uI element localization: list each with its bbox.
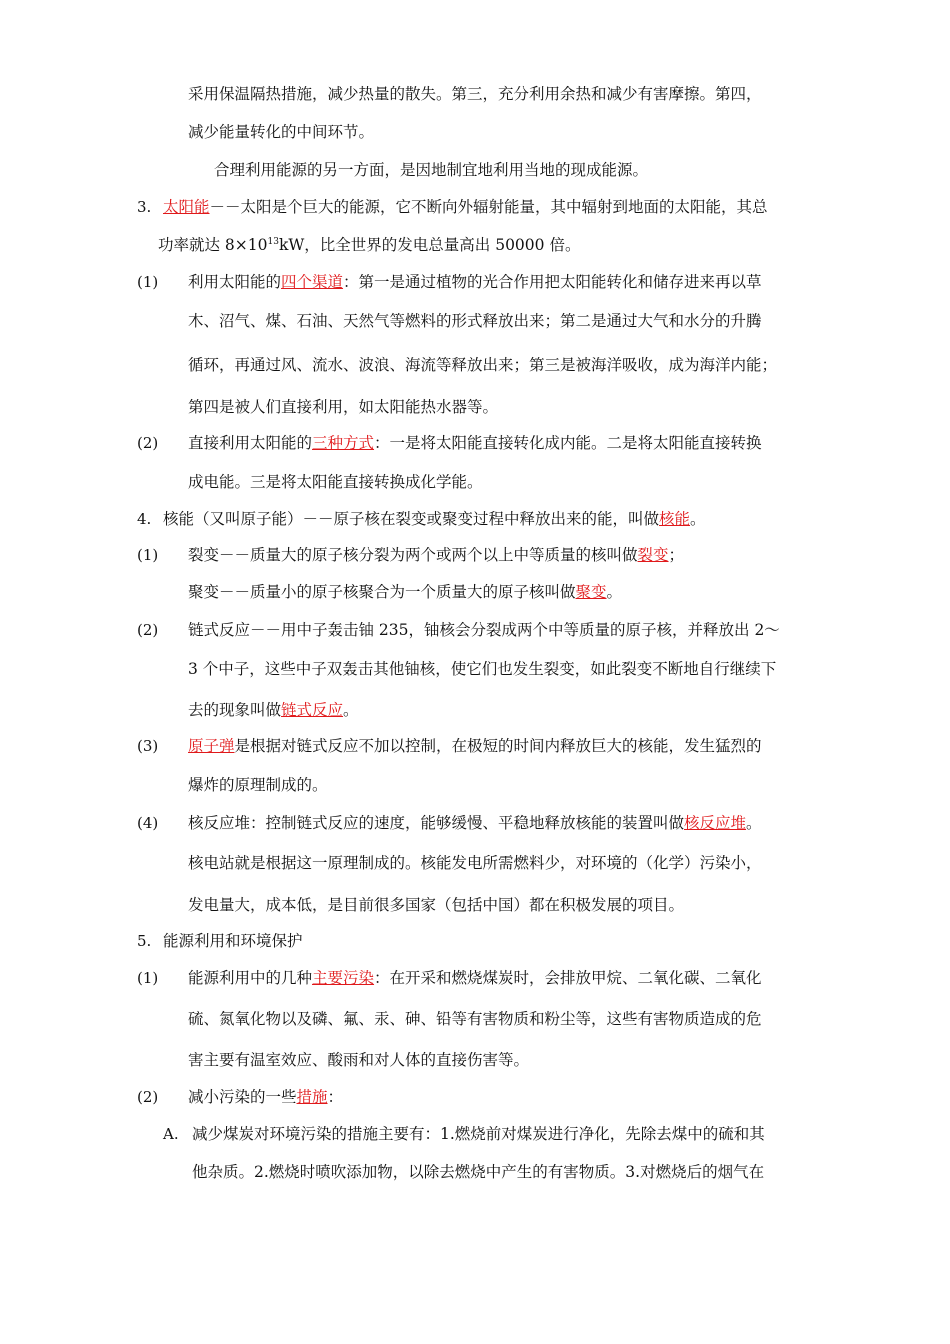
- item-number: (2): [137, 1088, 159, 1106]
- line-text: 合理利用能源的另一方面，是因地制宜地利用当地的现成能源。: [214, 161, 649, 179]
- paragraph-line: [188, 736, 762, 756]
- line-text: 链式反应－－用中子轰击铀 235，铀核会分裂成两个中等质量的原子核，并释放出 2～: [188, 621, 780, 639]
- line-text: 。: [343, 701, 359, 719]
- highlight-term: 裂变: [637, 546, 669, 564]
- highlight-term: 链式反应: [281, 701, 344, 719]
- item-number: (1): [137, 546, 159, 564]
- line-text: 他杂质。2.燃烧时喷吹添加物，以除去燃烧中产生的有害物质。3.对燃烧后的烟气在: [192, 1163, 765, 1181]
- line-text: 去的现象叫做: [188, 701, 282, 719]
- line-text: 功率就达 8×10: [158, 236, 268, 254]
- paragraph-line: [192, 1162, 764, 1182]
- paragraph-line: [188, 700, 359, 720]
- line-text: 成电能。三是将太阳能直接转换成化学能。: [188, 473, 483, 491]
- line-text: 聚变－－质量小的原子核聚合为一个质量大的原子核叫做: [188, 583, 576, 601]
- highlight-term: 核反应堆: [684, 814, 747, 832]
- line-text: 循环，再通过风、流水、波浪、海流等释放出来；第三是被海洋吸收，成为海洋内能；: [188, 356, 778, 374]
- line-text: 核电站就是根据这一原理制成的。核能发电所需燃料少，对环境的（化学）污染小，: [188, 854, 762, 872]
- line-text: 减少煤炭对环境污染的措施主要有：1.燃烧前对煤炭进行净化，先除去煤中的硫和其: [192, 1125, 765, 1143]
- highlight-term: 四个渠道: [281, 273, 344, 291]
- paragraph-line: [188, 433, 762, 453]
- paragraph-line: [188, 895, 684, 915]
- line-text: ；: [668, 546, 685, 564]
- line-text: 硫、氮氧化物以及磷、氟、汞、砷、铅等有害物质和粉尘等，这些有害物质造成的危: [188, 1010, 762, 1028]
- exponent: 13: [267, 237, 279, 247]
- paragraph-line: [188, 853, 762, 873]
- line-text: 害主要有温室效应、酸雨和对人体的直接伤害等。: [188, 1051, 530, 1069]
- highlight-term: 三种方式: [312, 434, 375, 452]
- line-text: ：一是将太阳能直接转化成内能。二是将太阳能直接转换: [374, 434, 762, 452]
- line-text: ：: [327, 1088, 344, 1106]
- line-text: ：第一是通过植物的光合作用把太阳能转化和储存进来再以草: [343, 273, 762, 291]
- section-heading-line: [163, 931, 303, 951]
- line-text: 直接利用太阳能的: [188, 434, 313, 452]
- paragraph-line: [188, 659, 776, 679]
- line-text: 。: [606, 583, 623, 601]
- section-number: 5.: [137, 932, 152, 950]
- paragraph-line: [158, 235, 580, 255]
- line-text: 减小污染的一些: [188, 1088, 297, 1106]
- line-text: 发电量大，成本低，是目前很多国家（包括中国）都在积极发展的项目。: [188, 896, 685, 914]
- line-text: 裂变－－质量大的原子核分裂为两个或两个以上中等质量的核叫做: [188, 546, 638, 564]
- line-text: 。: [746, 814, 762, 832]
- item-number: (4): [137, 814, 159, 832]
- item-number: (1): [137, 273, 159, 291]
- paragraph-line: [188, 472, 483, 492]
- line-text: 能源利用中的几种: [188, 969, 313, 987]
- paragraph-line: [188, 272, 762, 292]
- paragraph-line: [188, 582, 622, 602]
- section-heading-line: [163, 509, 706, 529]
- paragraph-line: [214, 160, 648, 180]
- line-text: 利用太阳能的: [188, 273, 282, 291]
- highlight-term: 核能: [659, 510, 691, 528]
- line-text: kW，比全世界的发电总量高出 50000 倍。: [278, 236, 581, 254]
- highlight-term: 主要污染: [312, 969, 375, 987]
- paragraph-line: [188, 813, 762, 833]
- paragraph-line: [188, 545, 684, 565]
- paragraph-line: [188, 397, 498, 417]
- highlight-term: 原子弹: [188, 737, 235, 755]
- paragraph-line: [188, 620, 780, 640]
- line-text: 采用保温隔热措施，减少热量的散失。第三，充分利用余热和减少有害摩擦。第四，: [188, 85, 762, 103]
- item-number: (2): [137, 621, 159, 639]
- item-number: (2): [137, 434, 159, 452]
- item-number: (1): [137, 969, 159, 987]
- item-letter: A.: [163, 1125, 179, 1143]
- item-number: (3): [137, 737, 159, 755]
- paragraph-line: [188, 1087, 343, 1107]
- line-text: 3 个中子，这些中子双轰击其他铀核，使它们也发生裂变，如此裂变不断地自行继续下: [188, 660, 777, 678]
- line-text: ：在开采和燃烧煤炭时，会排放甲烷、二氧化碳、二氧化: [374, 969, 762, 987]
- paragraph-line: [188, 1009, 762, 1029]
- highlight-term: 太阳能: [163, 198, 210, 216]
- highlight-term: 聚变: [575, 583, 607, 601]
- section-number: 4.: [137, 510, 152, 528]
- line-text: 核能（又叫原子能）－－原子核在裂变或聚变过程中释放出来的能，叫做: [163, 510, 660, 528]
- highlight-term: 措施: [296, 1088, 328, 1106]
- paragraph-line: [188, 775, 328, 795]
- line-text: 爆炸的原理制成的。: [188, 776, 328, 794]
- paragraph-line: [188, 355, 777, 375]
- line-text: 第四是被人们直接利用，如太阳能热水器等。: [188, 398, 499, 416]
- line-text: 能源利用和环境保护: [163, 932, 303, 950]
- paragraph-line: [188, 84, 762, 104]
- paragraph-line: [188, 1050, 529, 1070]
- paragraph-line: [188, 311, 762, 331]
- paragraph-line: [188, 968, 762, 988]
- line-text: 减少能量转化的中间环节。: [188, 123, 375, 141]
- line-text: 核反应堆：控制链式反应的速度，能够缓慢、平稳地释放核能的装置叫做: [188, 814, 685, 832]
- section-heading-line: [163, 197, 768, 217]
- line-text: 是根据对链式反应不加以控制，在极短的时间内释放巨大的核能，发生猛烈的: [234, 737, 762, 755]
- section-number: 3.: [137, 198, 152, 216]
- line-text: 木、沼气、煤、石油、天然气等燃料的形式释放出来；第二是通过大气和水分的升腾: [188, 312, 762, 330]
- paragraph-line: [192, 1124, 765, 1144]
- paragraph-line: [188, 122, 374, 142]
- line-text: －－太阳是个巨大的能源，它不断向外辐射能量，其中辐射到地面的太阳能，其总: [209, 198, 768, 216]
- line-text: 。: [690, 510, 706, 528]
